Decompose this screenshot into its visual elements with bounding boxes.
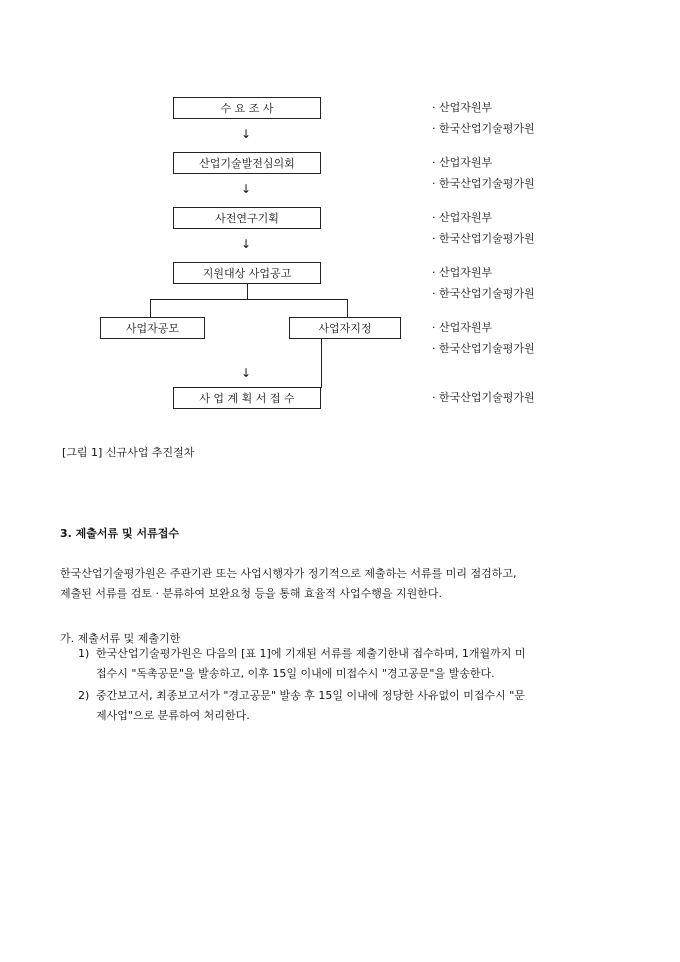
paragraph-line: 제출된 서류를 검토 · 분류하여 보완요청 등을 통해 효율적 사업수행을 지원한다.: [60, 587, 442, 600]
agency-ministry: · 산업자원부: [432, 211, 493, 224]
paragraph-line: 한국산업기술평가원은 주관기관 또는 사업시행자가 정기적으로 제출하는 서류를 미리 점검하고,: [60, 567, 517, 580]
agency-ministry: · 산업자원부: [432, 266, 493, 279]
flow-box-preplanning: 사전연구기획: [173, 207, 321, 229]
list-item: [78, 644, 624, 684]
flow-arrow-2: ↓: [241, 182, 252, 196]
agency-institute: · 한국산업기술평가원: [432, 391, 535, 404]
list-item-line: 접수시 "독촉공문"을 발송하고, 이후 15일 이내에 미접수시 "경고공문"을 발송한다.: [96, 667, 495, 680]
flow-arrow-1: ↓: [241, 127, 252, 141]
section-title: 3. 제출서류 및 서류접수: [60, 527, 179, 540]
list-item-line: 한국산업기술평가원은 다음의 [표 1]에 기재된 서류를 제출기한내 접수하며, 1개월까지 미: [96, 647, 526, 660]
agency-ministry: · 산업자원부: [432, 101, 493, 114]
flow-box-open-call: 사업자공모: [100, 317, 205, 339]
agency-ministry: · 산업자원부: [432, 321, 493, 334]
flow-box-designation: 사업자지정: [289, 317, 401, 339]
connector-down: [247, 284, 248, 299]
list-item-line: 중간보고서, 최종보고서가 "경고공문" 발송 후 15일 이내에 정당한 사유없이 미접수시 "문: [96, 689, 525, 702]
agency-label: [432, 320, 535, 357]
list-item-number: 1): [78, 647, 90, 660]
flow-box-council: 산업기술발전심의회: [173, 152, 321, 174]
agency-ministry: · 산업자원부: [432, 156, 493, 169]
flow-box-announcement: 지원대상 사업공고: [173, 262, 321, 284]
agency-label: [432, 155, 535, 192]
agency-institute: · 한국산업기술평가원: [432, 287, 535, 300]
list-item-line: 제사업"으로 분류하여 처리한다.: [96, 709, 250, 722]
flow-arrow-4: ↓: [241, 366, 252, 380]
agency-institute: · 한국산업기술평가원: [432, 122, 535, 135]
flow-box-plan-receipt: 사 업 계 획 서 접 수: [173, 387, 321, 409]
list-item-number: 2): [78, 689, 90, 702]
connector-merge: [321, 339, 322, 388]
section-paragraph: [60, 564, 624, 604]
connector-left: [150, 299, 151, 317]
agency-label: [432, 390, 535, 406]
flow-arrow-3: ↓: [241, 237, 252, 251]
list-item: [78, 686, 624, 726]
flow-box-survey: 수 요 조 사: [173, 97, 321, 119]
agency-label: [432, 210, 535, 247]
connector-right: [347, 299, 348, 317]
subsection-title: 가. 제출서류 및 제출기한: [60, 632, 181, 645]
agency-institute: · 한국산업기술평가원: [432, 232, 535, 245]
connector-branch: [150, 299, 347, 300]
agency-label: [432, 265, 535, 302]
agency-label: [432, 100, 535, 137]
agency-institute: · 한국산업기술평가원: [432, 177, 535, 190]
agency-institute: · 한국산업기술평가원: [432, 342, 535, 355]
figure-caption: [그림 1] 신규사업 추진절차: [62, 446, 195, 459]
